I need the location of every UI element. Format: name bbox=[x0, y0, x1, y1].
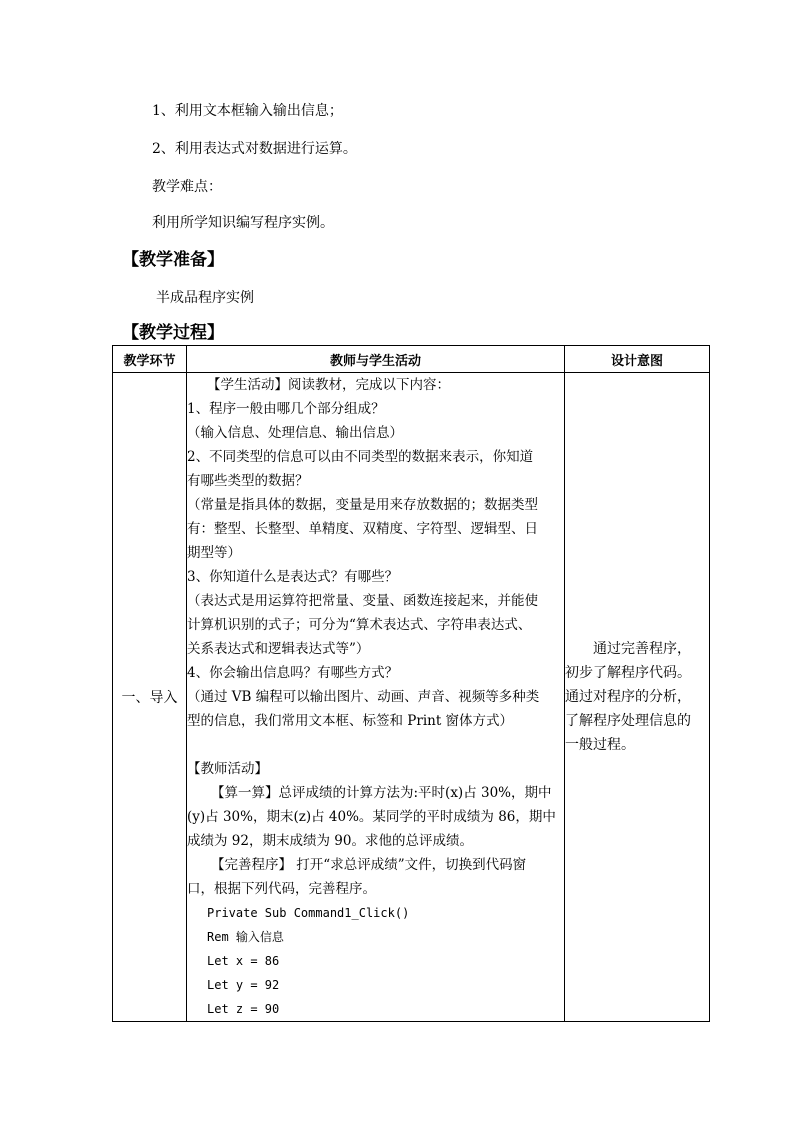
stage-cell: 一、导入 bbox=[113, 373, 187, 1022]
activity-line: 1、程序一般由哪几个部分组成？ bbox=[187, 401, 385, 417]
difficulty-text: 利用所学知识编写程序实例。 bbox=[152, 215, 334, 231]
activity-line: 4、你会输出信息吗？有哪些方式？ bbox=[187, 665, 399, 681]
code-line: Let x = 86 bbox=[207, 954, 280, 968]
activity-cell bbox=[187, 373, 565, 1022]
activity-line: 2、不同类型的信息可以由不同类型的数据来表示，你知道 bbox=[187, 449, 534, 465]
intent-line: 初步了解程序代码。 bbox=[565, 665, 691, 681]
prep-text: 半成品程序实例 bbox=[156, 290, 254, 306]
table-row bbox=[113, 373, 710, 1022]
intent-line: 通过完善程序， bbox=[593, 641, 691, 657]
process-heading: 【教学过程】 bbox=[122, 323, 224, 343]
difficulty-label: 教学难点： bbox=[152, 179, 222, 195]
intent-cell bbox=[565, 373, 710, 1022]
code-line: Private Sub Command1_Click() bbox=[207, 906, 410, 920]
activity-line: （输入信息、处理信息、输出信息） bbox=[187, 425, 403, 441]
activity-line: 【完善程序】 打开“求总评成绩”文件，切换到代码窗 bbox=[211, 857, 527, 873]
activity-line: 【算一算】总评成绩的计算方法为:平时(x)占 30%，期中 bbox=[211, 785, 552, 801]
activity-line: 成绩为 92，期末成绩为 90。求他的总评成绩。 bbox=[187, 833, 473, 849]
prep-heading: 【教学准备】 bbox=[122, 250, 224, 270]
activity-line: 【教师活动】 bbox=[187, 761, 268, 777]
intro-line-2: 2、利用表达式对数据进行运算。 bbox=[152, 141, 357, 157]
intro-line-1: 1、利用文本框输入输出信息； bbox=[152, 103, 343, 119]
activity-line: 关系表达式和逻辑表达式等”） bbox=[187, 641, 370, 657]
activity-line: (y)占 30%，期末(z)占 40%。某同学的平时成绩为 86，期中 bbox=[187, 809, 556, 825]
activity-line: 有：整型、长整型、单精度、双精度、字符型、逻辑型、日 bbox=[187, 521, 538, 537]
code-line: Rem 输入信息 bbox=[207, 930, 284, 944]
table-header-row bbox=[113, 346, 710, 373]
header-stage: 教学环节 bbox=[113, 346, 187, 373]
activity-line: 期型等） bbox=[187, 545, 241, 561]
activity-line: 【学生活动】阅读教材，完成以下内容： bbox=[207, 377, 450, 393]
activity-line: 型的信息，我们常用文本框、标签和 Print 窗体方式） bbox=[187, 713, 514, 729]
header-intent: 设计意图 bbox=[565, 346, 710, 373]
activity-line: 3、你知道什么是表达式？有哪些？ bbox=[187, 569, 399, 585]
header-activity: 教师与学生活动 bbox=[187, 346, 565, 373]
intent-line: 一般过程。 bbox=[565, 737, 635, 753]
activity-line: 口，根据下列代码，完善程序。 bbox=[187, 881, 376, 897]
intent-line: 了解程序处理信息的 bbox=[565, 713, 691, 729]
activity-line: （通过 VB 编程可以输出图片、动画、声音、视频等多种类 bbox=[187, 689, 540, 705]
activity-line: （常量是指具体的数据，变量是用来存放数据的；数据类型 bbox=[187, 497, 538, 513]
intent-line: 通过对程序的分析， bbox=[565, 689, 691, 705]
code-line: Let z = 90 bbox=[207, 1002, 280, 1016]
lesson-table bbox=[112, 345, 710, 1022]
activity-line: 计算机识别的式子；可分为“算术表达式、字符串表达式、 bbox=[187, 617, 532, 633]
activity-line: （表达式是用运算符把常量、变量、函数连接起来，并能使 bbox=[187, 593, 538, 609]
activity-line: 有哪些类型的数据？ bbox=[187, 473, 309, 489]
blank-line bbox=[187, 733, 564, 757]
code-line: Let y = 92 bbox=[207, 978, 280, 992]
